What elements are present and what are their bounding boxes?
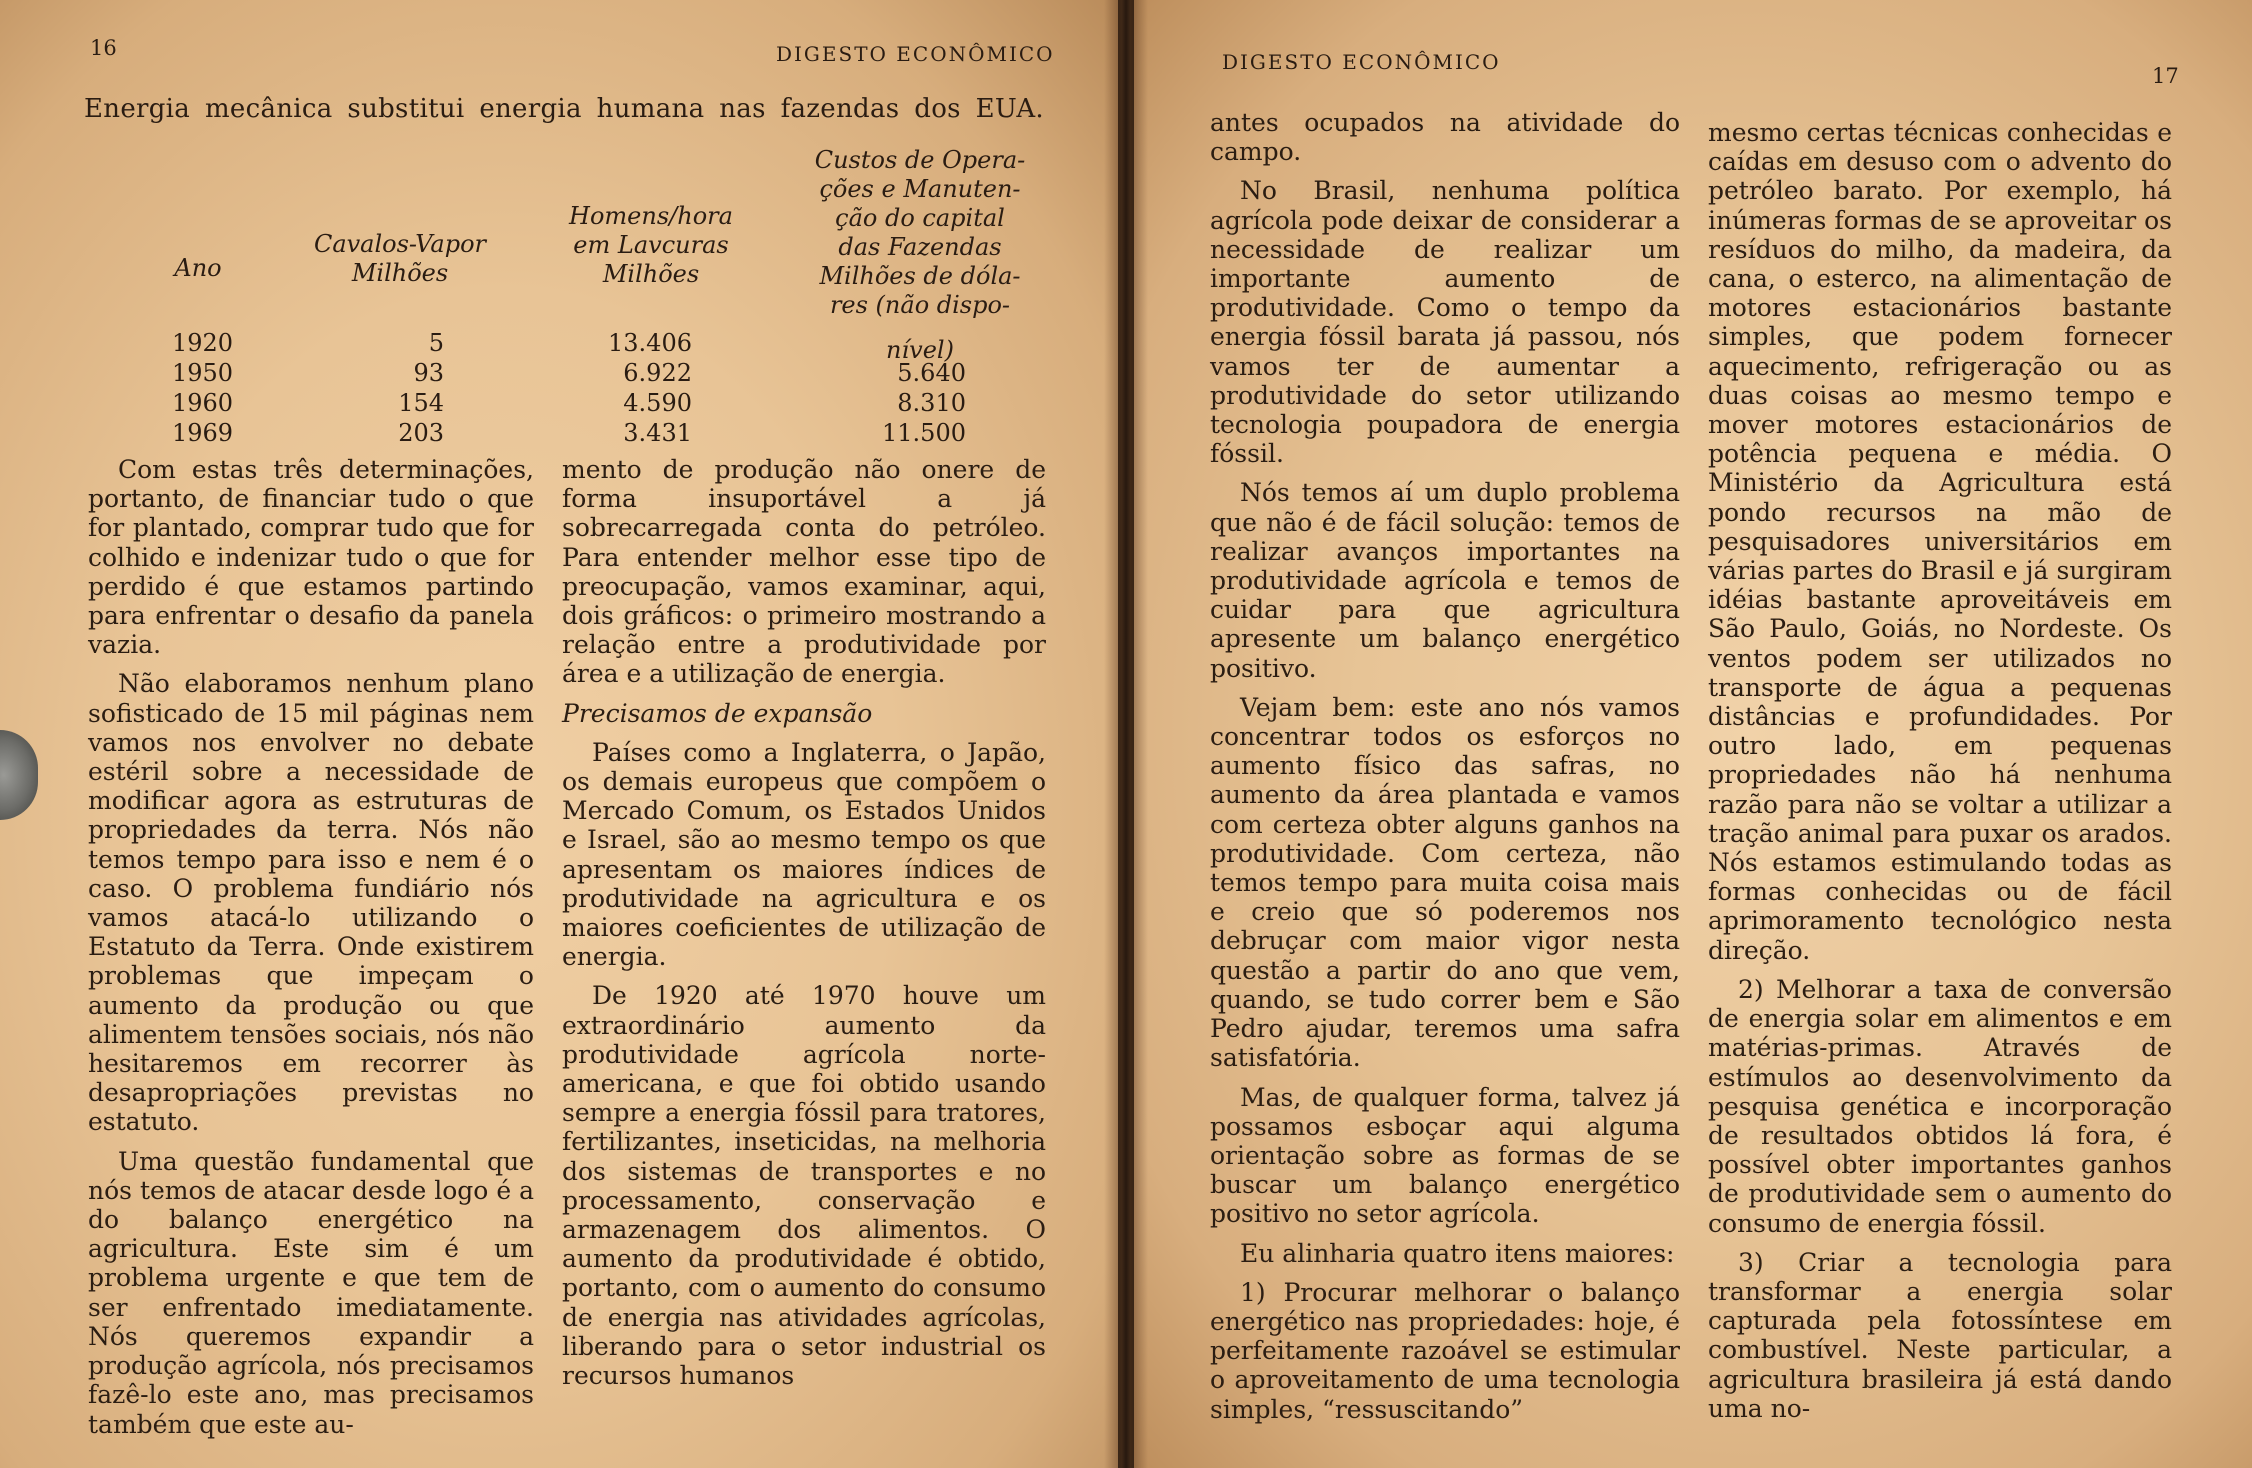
paragraph: De 1920 até 1970 houve um extraordinário aumento da produtividade agrícola norte-americana, e que foi obtido usando sempre a energia fóssil para tratores, fertilizantes, inseticidas, na melhoria dos sistemas de transportes e no processamento, conservação e armazenagem dos alimentos. O aumento da produtividade é obtido, portanto, com o aumento do consumo de energia nas atividades agrícolas, liberando para o setor industrial os recursos humanos — [562, 981, 1046, 1391]
table-cell: 1920 — [172, 329, 234, 357]
table-col-ano — [172, 328, 242, 448]
left-page — [0, 0, 1118, 1468]
left-page-column-2 — [562, 455, 1046, 1400]
table-cell: 6.922 — [623, 359, 692, 387]
table-header-custos: Custos de Opera- ções e Manuten- ção do capital das Fazendas Milhões de dóla- res (não dispo- nível) — [814, 146, 1026, 364]
table-cell: 3.431 — [623, 419, 692, 447]
right-page-column-1 — [1210, 108, 1680, 1434]
paragraph: Uma questão fundamental que nós temos de atacar desde logo é a do balanço energético na agricultura. Este sim é um problema urgente e que tem de ser enfrentado imediatamente. Nós queremos expandir a produção agrícola, nós precisamos fazê-lo este ano, mas precisamos também que este au- — [88, 1146, 534, 1439]
paragraph: Eu alinharia quatro itens maiores: — [1240, 1238, 1675, 1268]
running-head-left: DIGESTO ECONÔMICO — [776, 42, 1055, 66]
section-subheading: Precisamos de expansão — [562, 698, 873, 728]
left-page-column-1 — [88, 455, 534, 1449]
table-cell: 11.500 — [882, 419, 966, 447]
paragraph: Vejam bem: este ano nós vamos concentrar todos os esforços no aumento físico das safras, no aumento da área plantada e vamos com certeza obter alguns ganhos na produtividade. Com certeza, não temos tempo para muita coisa mais e creio que só poderemos nos debruçar com maior vigor nesta questão a partir do ano que vem, quando, se tudo correr bem e São Pedro ajudar, teremos uma safra satisfatória. — [1210, 692, 1680, 1073]
table-col-custos — [860, 358, 966, 448]
table-cell: 93 — [413, 359, 444, 387]
paragraph: Nós temos aí um duplo problema que não é de fácil solução: temos de realizar avanços importantes na produtividade agrícola e temos de cuidar para que agricultura apresente um balanço energético positivo. — [1210, 478, 1680, 683]
paragraph: 2) Melhorar a taxa de conversão de energia solar em alimentos e em matérias-primas. Através de estímulos ao desenvolvimento da pesquisa genética e incorporação de resultados obtidos lá fora, é possível obter importantes ganhos de produtividade sem o aumento do consumo de energia fóssil. — [1708, 974, 2172, 1238]
table-header-ano: Ano — [174, 254, 222, 282]
paragraph: Não elaboramos nenhum plano sofisticado de 15 mil páginas nem vamos nos envolver no debate estéril sobre a necessidade de modificar agora as estruturas de propriedades da terra. Nós não temos tempo para isso e nem é o caso. O problema fundiário nós vamos atacá-lo utilizando o Estatuto da Terra. Onde existirem problemas que impeçam o aumento da produção ou que alimentem tensões sociais, nós não hesitaremos em recorrer às desapropriações previstas no estatuto. — [88, 669, 534, 1137]
table-cell: 4.590 — [623, 389, 692, 417]
table-cell: 1960 — [172, 389, 234, 417]
right-page — [1134, 0, 2252, 1468]
table-col-cavalos — [360, 328, 444, 448]
running-head-right: DIGESTO ECONÔMICO — [1222, 50, 1501, 74]
book-gutter — [1104, 0, 1148, 1468]
table-cell: 8.310 — [897, 389, 966, 417]
paragraph: mesmo certas técnicas conhecidas e caídas em desuso com o advento do petróleo barato. Por exemplo, há inúmeras formas de se aproveitar os resíduos do milho, da madeira, da cana, o esterco, na alimentação de motores estacionários bastante simples, que podem fornecer aquecimento, refrigeração ou as duas coisas ao mesmo tempo e mover motores estacionários de potência pequena e média. O Ministério da Agricultura está pondo recursos na mão de pesquisadores universitários em várias partes do Brasil e já surgiram idéias bastante aproveitáveis em São Paulo, Goiás, no Nordeste. Os ventos podem ser utilizados no transporte de água a pequenas distâncias e profundidades. Por outro lado, em pequenas propriedades não há nenhuma razão para não se voltar a utilizar a tração animal para puxar os arados. Nós estamos estimulando todas as formas conhecidas ou de fácil aprimoramento tecnológico nesta direção. — [1708, 118, 2172, 965]
paragraph: 1) Procurar melhorar o balanço energético nas propriedades: hoje, é perfeitamente razoável se estimular o aproveitamento de uma tecnologia simples, “ressuscitando” — [1210, 1277, 1680, 1424]
paragraph: 3) Criar a tecnologia para transformar a energia solar capturada pela fotossíntese em combustível. Neste particular, a agricultura brasileira já está dando uma no- — [1708, 1247, 2172, 1423]
paragraph: Mas, de qualquer forma, talvez já possamos esboçar aqui alguma orientação sobre as formas de se buscar um balanço energético positivo no setor agrícola. — [1210, 1082, 1680, 1229]
table-title: Energia mecânica substitui energia humana nas fazendas dos EUA. — [84, 94, 1044, 124]
table-cell: 5 — [428, 329, 444, 357]
table-cell: 13.406 — [608, 329, 692, 357]
page-number-right: 17 — [2152, 64, 2179, 88]
table-cell: 203 — [398, 419, 444, 447]
table-cell: 154 — [398, 389, 444, 417]
paragraph: Com estas três determinações, portanto, de financiar tudo o que for plantado, comprar tudo que for colhido e indenizar tudo o que for perdido é que estamos partindo para enfrentar o desafio da panela vazia. — [88, 455, 534, 660]
table-cell: 1950 — [172, 359, 234, 387]
table-cell: 1969 — [172, 419, 234, 447]
page-number-left: 16 — [90, 36, 117, 60]
table-cell: 5.640 — [897, 359, 966, 387]
paragraph: mento de produção não onere de forma insuportável a já sobrecarregada conta do petróleo. Para entender melhor esse tipo de preocupação, vamos examinar, aqui, dois gráficos: o primeiro mostrando a relação entre a produtividade por área e a utilização de energia. — [562, 455, 1046, 689]
paragraph: antes ocupados na atividade do campo. — [1210, 108, 1680, 167]
right-page-column-2 — [1708, 118, 2172, 1433]
paragraph: No Brasil, nenhuma política agrícola pode deixar de considerar a necessidade de realizar um importante aumento de produtividade. Como o tempo da energia fóssil barata já passou, nós vamos ter de aumentar a produtividade do setor utilizando tecnologia poupadora de energia fóssil. — [1210, 176, 1680, 469]
table-header-cavalos: Cavalos-Vapor Milhões — [313, 230, 487, 287]
paragraph: Países como a Inglaterra, o Japão, os demais europeus que compõem o Mercado Comum, os Estados Unidos e Israel, são ao mesmo tempo os que apresentam os maiores índices de produtividade na agricultura e os maiores coeficientes de utilização de energia. — [562, 737, 1046, 972]
metal-clip-decoration — [0, 730, 38, 820]
table-col-homens — [600, 328, 692, 448]
table-header-homens: Homens/hora em Lavcuras Milhões — [569, 202, 733, 288]
